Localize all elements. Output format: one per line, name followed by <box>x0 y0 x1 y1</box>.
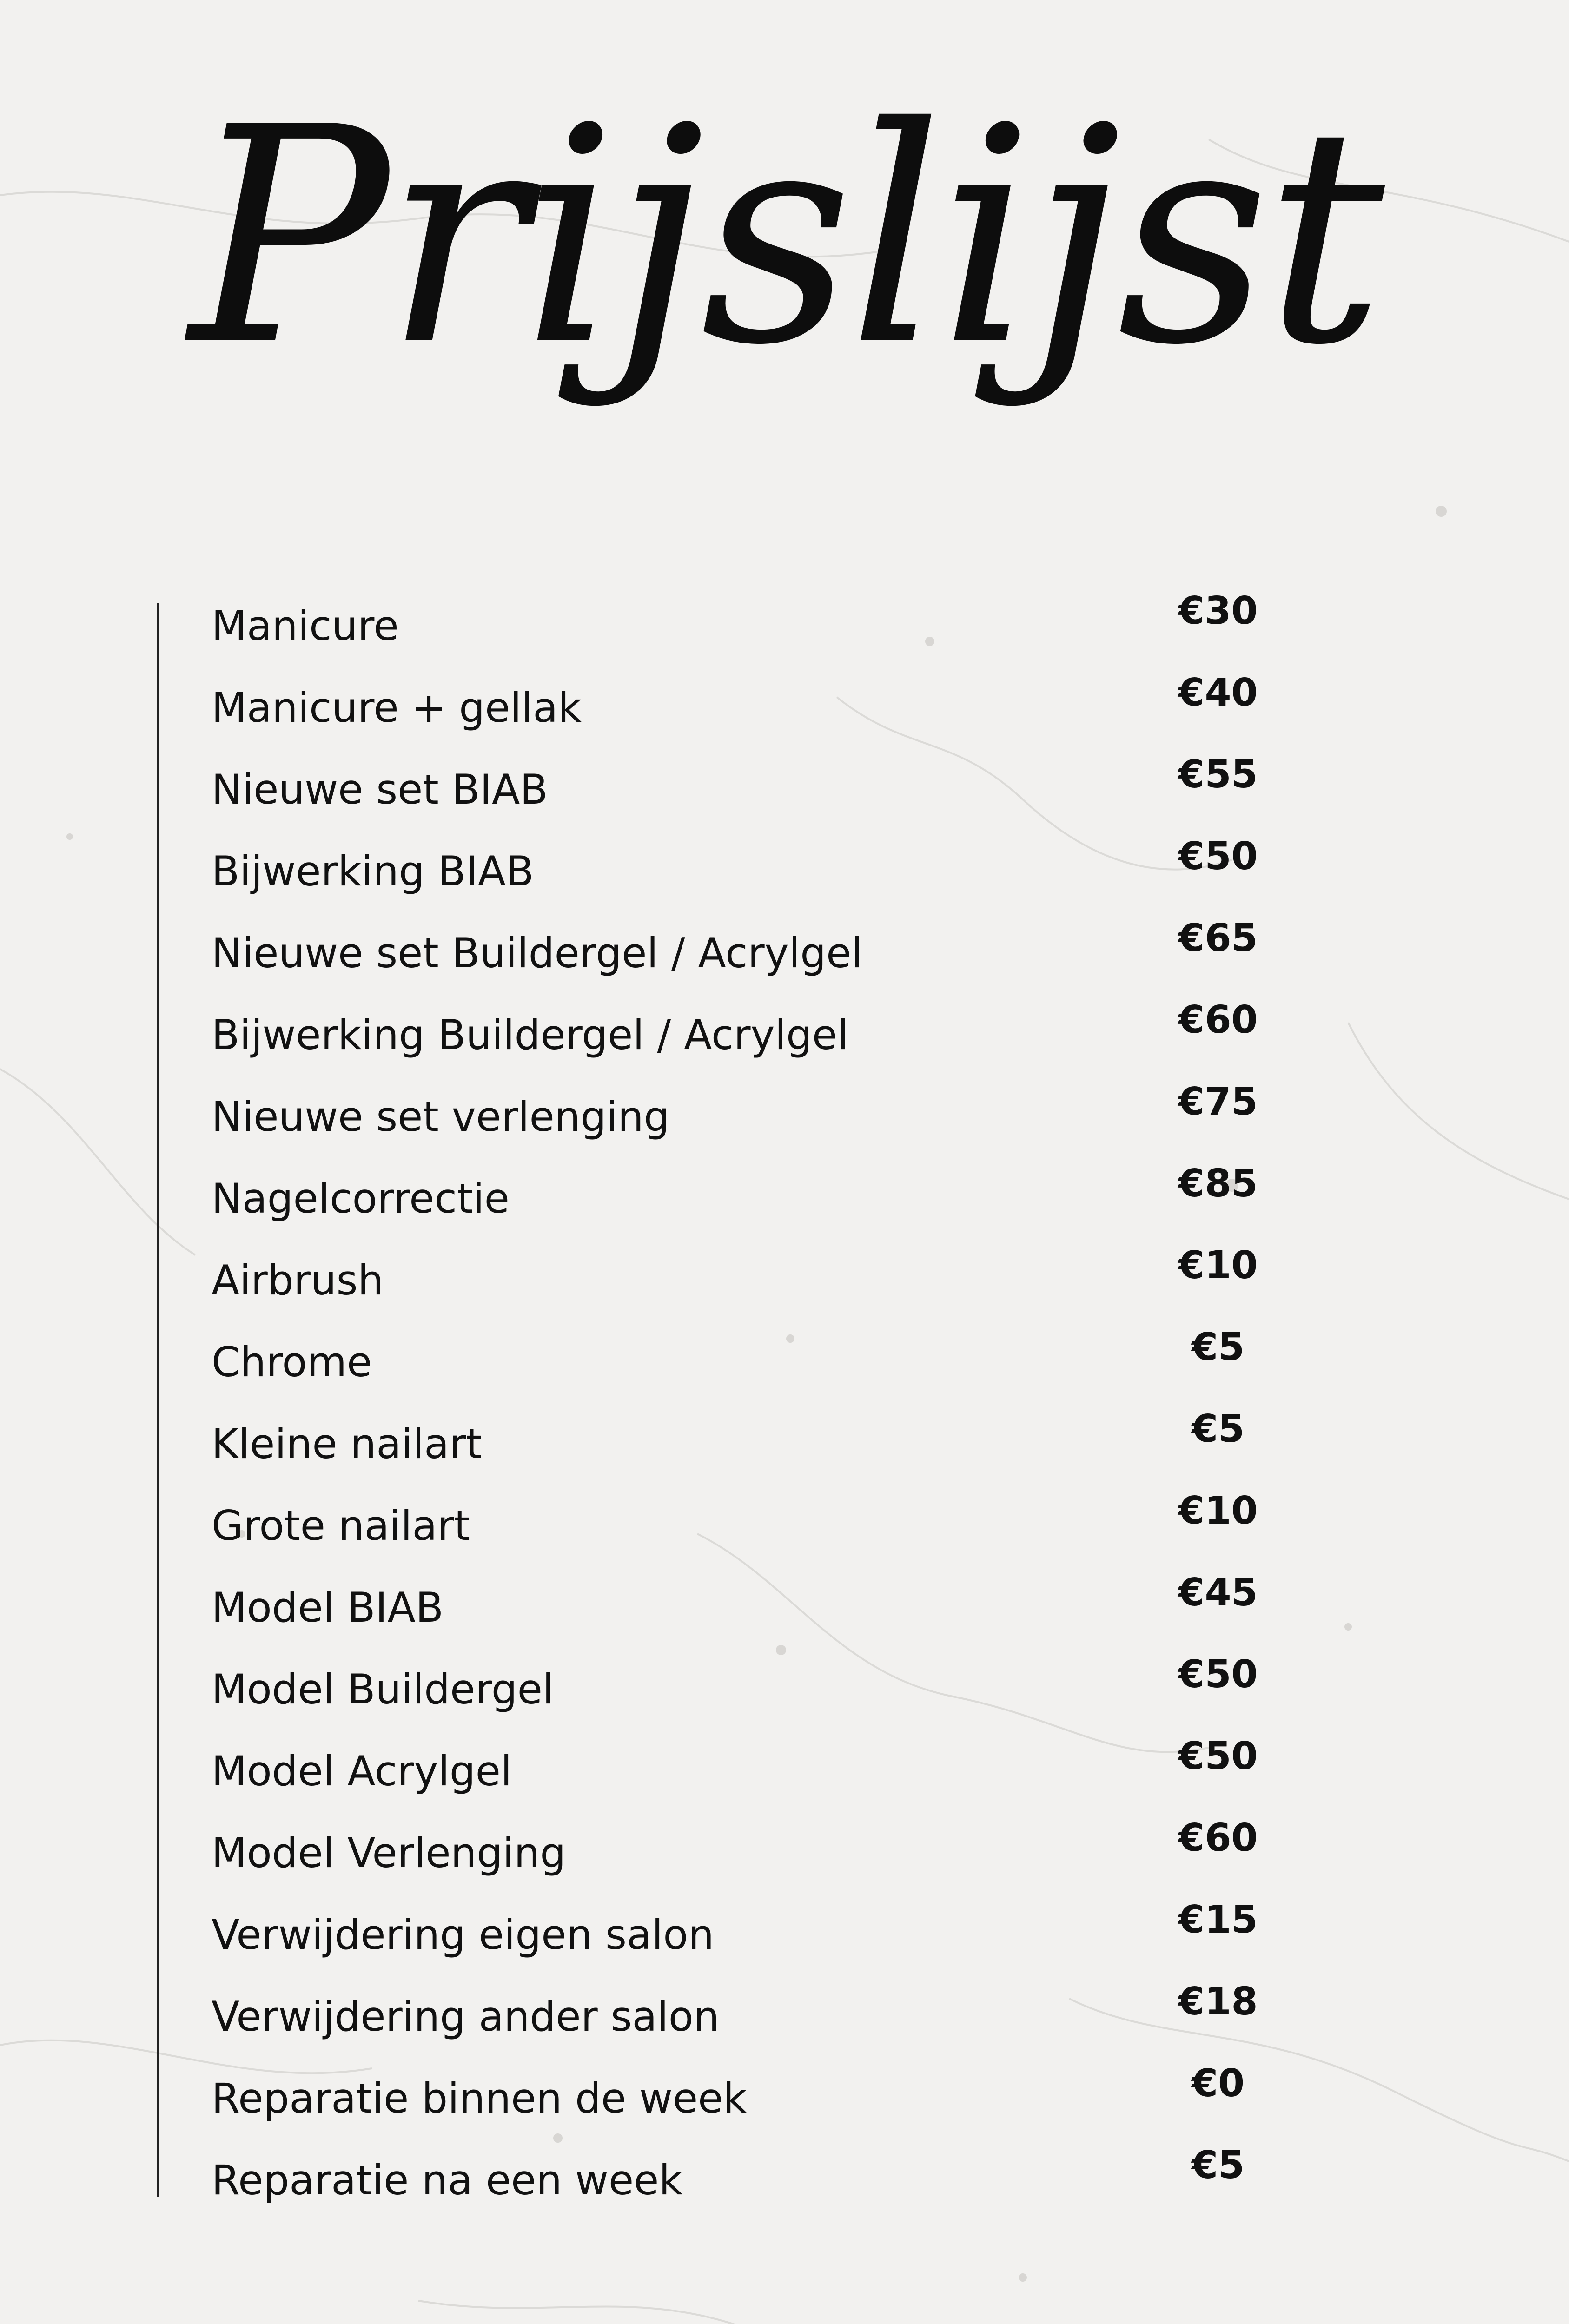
service-price: €50 <box>1178 834 1258 878</box>
service-price: €85 <box>1178 1162 1258 1206</box>
service-price: €0 <box>1191 2061 1245 2106</box>
service-price: €10 <box>1178 1489 1258 1533</box>
service-price: €60 <box>1178 998 1258 1042</box>
service-name: Kleine nailart <box>212 1420 482 1468</box>
service-price: €10 <box>1178 1243 1258 1287</box>
service-price: €40 <box>1178 671 1258 715</box>
service-name: Bijwerking Buildergel / Acrylgel <box>212 1011 849 1059</box>
page-title: Prijslijst <box>189 64 1380 410</box>
service-price: €15 <box>1178 1898 1258 1942</box>
service-name: Model Buildergel <box>212 1665 554 1713</box>
service-price: €5 <box>1191 1325 1245 1369</box>
service-name: Chrome <box>212 1338 372 1386</box>
service-price: €60 <box>1178 1816 1258 1860</box>
service-name: Manicure <box>212 602 399 650</box>
service-price: €30 <box>1178 589 1258 633</box>
service-name: Model BIAB <box>212 1584 444 1631</box>
service-name: Verwijdering ander salon <box>212 1993 720 2040</box>
service-name: Nieuwe set BIAB <box>212 766 548 813</box>
service-name: Model Verlenging <box>212 1829 566 1877</box>
service-price: €18 <box>1178 1980 1258 2024</box>
service-price: €55 <box>1178 753 1258 797</box>
service-name: Nagelcorrectie <box>212 1175 510 1222</box>
service-price: €50 <box>1178 1652 1258 1697</box>
service-name: Nieuwe set verlenging <box>212 1093 670 1141</box>
service-price: €75 <box>1178 1080 1258 1124</box>
service-price: €65 <box>1178 916 1258 960</box>
service-name: Bijwerking BIAB <box>212 847 534 895</box>
service-name: Reparatie na een week <box>212 2156 683 2204</box>
service-price: €5 <box>1191 2143 1245 2187</box>
service-name: Verwijdering eigen salon <box>212 1911 714 1959</box>
service-name: Manicure + gellak <box>212 684 582 732</box>
service-price: €50 <box>1178 1734 1258 1778</box>
service-name: Grote nailart <box>212 1502 470 1550</box>
vertical-divider <box>157 603 159 2197</box>
service-price: €5 <box>1191 1407 1245 1451</box>
service-price: €45 <box>1178 1571 1258 1615</box>
service-name: Nieuwe set Buildergel / Acrylgel <box>212 929 863 977</box>
service-name: Model Acrylgel <box>212 1747 512 1795</box>
service-name: Airbrush <box>212 1256 384 1304</box>
service-name: Reparatie binnen de week <box>212 2074 747 2122</box>
